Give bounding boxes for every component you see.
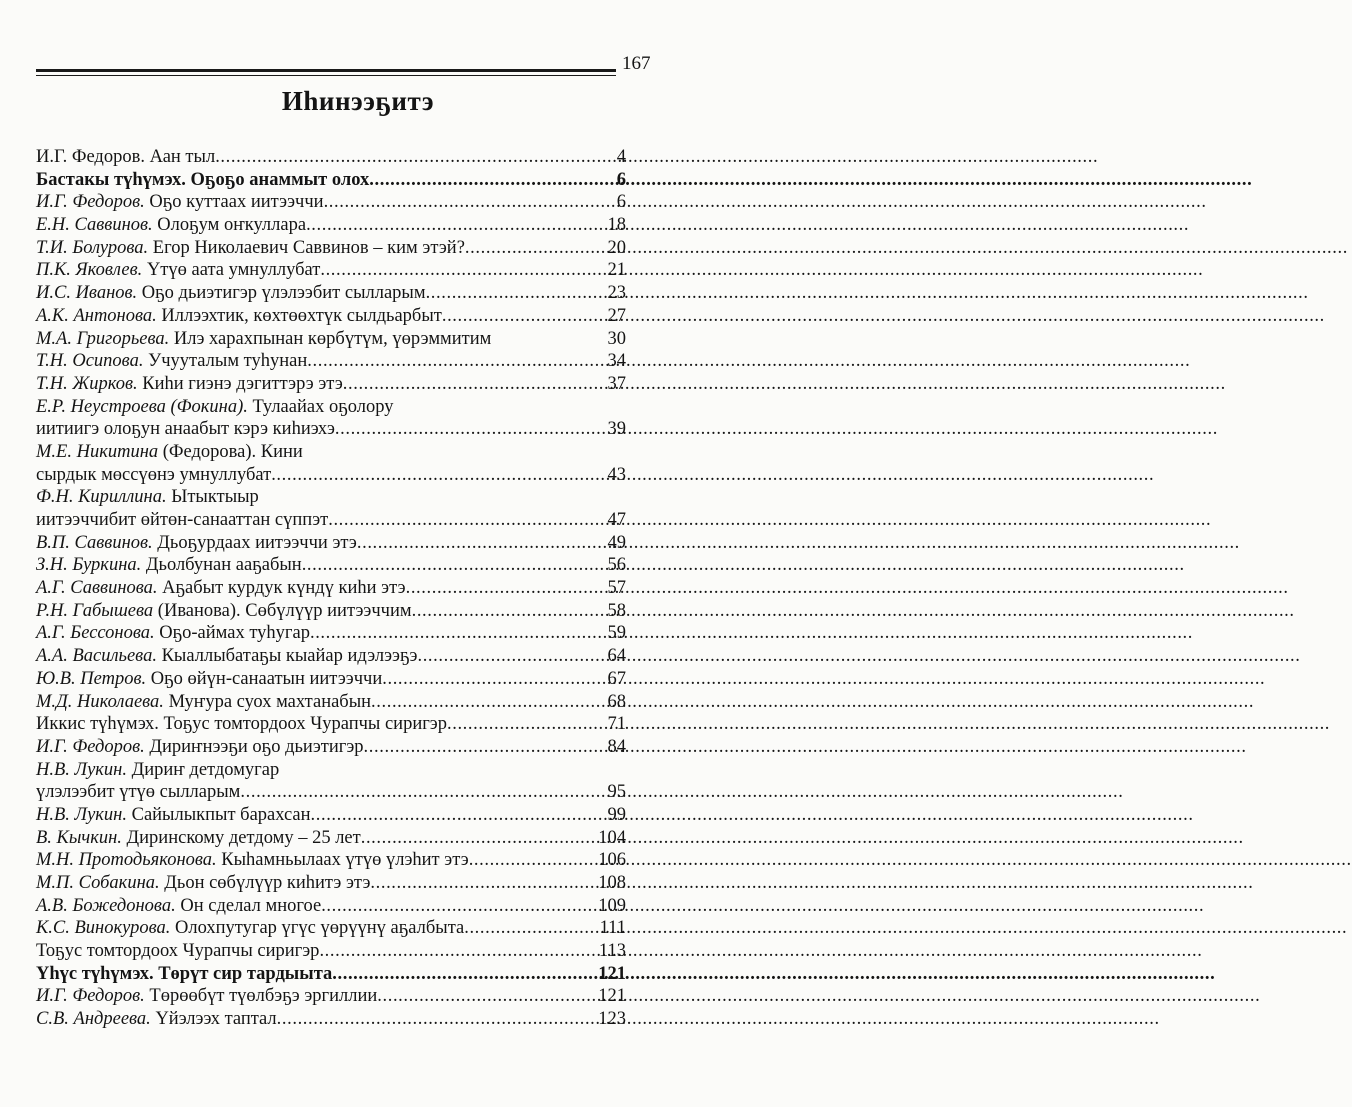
toc-entry-title: сырдык мөссүөнэ умнуллубат: [36, 464, 272, 485]
toc-leader-dots: [335, 418, 607, 441]
toc-entry-title: Олохпутугар үгүс үөрүүнү аҕалбыта: [170, 918, 465, 939]
toc-entry-text: [36, 237, 465, 260]
toc-entry: [36, 350, 626, 373]
table-of-contents: [36, 146, 626, 1031]
toc-entry-text: [36, 940, 319, 963]
toc-entry: [36, 577, 626, 600]
toc-leader-dots: [371, 691, 606, 714]
toc-entry-text: [36, 849, 469, 872]
toc-entry-title: Диринскому детдому – 25 лет: [121, 827, 361, 848]
toc-entry-text: [36, 645, 417, 668]
toc-entry-text: [36, 895, 321, 918]
toc-entry-page: 68: [607, 691, 626, 712]
toc-entry: [36, 396, 626, 419]
toc-entry-page: 43: [607, 464, 626, 485]
toc-entry: [36, 759, 626, 782]
toc-entry-title: Оҕо дьиэтигэр үлэлээбит сылларым: [137, 283, 426, 304]
toc-entry-text: [36, 305, 442, 328]
contents-heading: Иһинээҕитэ: [281, 86, 435, 116]
toc-entry-text: [36, 622, 310, 645]
toc-entry-page: 109: [598, 895, 626, 916]
toc-entry-text: [36, 282, 426, 305]
toc-entry-title: (Федорова). Кини: [158, 441, 303, 462]
toc-leader-dots: [277, 1008, 598, 1031]
toc-leader-dots: [447, 713, 607, 736]
toc-entry-title: Илэ харахпынан көрбүтүм, үөрэммитим: [169, 328, 492, 349]
toc-leader-dots: [332, 963, 597, 986]
toc-entry: [36, 441, 626, 464]
toc-entry-page: 99: [607, 804, 626, 825]
toc-entry: [36, 509, 626, 532]
toc-entry-title: (Иванова). Сөбүлүүр иитээччим: [153, 600, 412, 621]
toc-leader-dots: [324, 191, 616, 214]
toc-entry-author: П.К. Яковлев.: [36, 260, 143, 281]
toc-leader-dots: [306, 214, 606, 237]
header-rule-thick: [36, 69, 616, 72]
toc-entry-page: 58: [607, 600, 626, 621]
toc-entry: [36, 1008, 626, 1031]
toc-entry: [36, 691, 626, 714]
toc-entry-page: 123: [598, 1009, 626, 1030]
toc-entry-author: Т.Н. Жирков.: [36, 373, 138, 394]
toc-leader-dots: [271, 464, 606, 487]
toc-entry-page: 84: [607, 736, 626, 757]
toc-entry-page: 39: [607, 419, 626, 440]
toc-entry-text: [36, 577, 406, 600]
toc-leader-dots: [426, 282, 607, 305]
toc-entry: [36, 600, 626, 623]
toc-leader-dots: [321, 895, 597, 918]
toc-leader-dots: [240, 781, 606, 804]
header-rule-thin: [36, 75, 616, 76]
toc-entry: [36, 804, 626, 827]
toc-entry-page: 4: [616, 147, 626, 167]
toc-leader-dots: [357, 532, 607, 555]
toc-leader-dots: [469, 849, 598, 872]
toc-entry-author: М.Д. Николаева.: [36, 691, 164, 712]
toc-entry-author: З.Н. Буркина.: [36, 555, 142, 576]
toc-entry-author: Р.Н. Габышева: [36, 600, 154, 621]
toc-entry-page: 47: [607, 510, 626, 530]
toc-entry-title: И.Г. Федоров. Аан тыл: [36, 147, 216, 167]
toc-leader-dots: [320, 259, 606, 282]
toc-entry-author: А.В. Божедонова.: [36, 895, 176, 916]
toc-entry-page: 20: [607, 237, 626, 258]
toc-entry-title: Кыаллыбатаҕы кыайар идэлээҕэ: [156, 646, 418, 667]
toc-entry-text: [36, 691, 371, 714]
toc-entry-title: Аҕабыт курдук күндү киһи этэ: [157, 578, 406, 599]
toc-leader-dots: [307, 350, 606, 373]
toc-entry-author: Т.Н. Осипова.: [36, 351, 144, 372]
toc-entry-title: Бастакы түһүмэх. Оҕоҕо анаммыт олох: [36, 169, 370, 190]
toc-entry-title: Үтүө аата умнуллубат: [142, 260, 321, 281]
toc-entry-page: 21: [607, 260, 626, 281]
toc-entry-author: В. Кычкин.: [36, 827, 122, 848]
toc-leader-dots: [442, 305, 607, 328]
toc-entry-page: 111: [599, 918, 626, 939]
toc-entry-author: Н.В. Лукин.: [36, 804, 127, 825]
toc-entry-author: И.Г. Федоров.: [36, 986, 145, 1007]
toc-entry: [36, 237, 626, 260]
toc-leader-dots: [382, 668, 606, 691]
toc-leader-dots: [369, 169, 615, 192]
toc-entry-author: М.Н. Протодьяконова.: [36, 850, 217, 871]
toc-entry-title: Оҕо өйүн-санаатын иитээччи: [146, 668, 383, 689]
toc-entry-title: Төрөөбүт түөлбэҕэ эргиллии: [144, 986, 378, 1007]
toc-entry: [36, 282, 626, 305]
toc-entry-text: [36, 214, 306, 237]
toc-entry-page: 27: [607, 305, 626, 326]
toc-entry-text: [36, 781, 240, 804]
toc-entry-author: А.К. Антонова.: [36, 305, 157, 326]
toc-entry-page: 34: [607, 351, 626, 372]
toc-entry-title: Оҕо-аймах туһугар: [154, 623, 310, 644]
toc-entry: [36, 305, 626, 328]
toc-entry: [36, 191, 626, 214]
toc-entry-title: Ытыктыыр: [166, 487, 259, 508]
toc-entry: [36, 532, 626, 555]
toc-entry-page: 56: [607, 555, 626, 576]
toc-entry-text: [36, 396, 393, 419]
toc-leader-dots: [311, 804, 607, 827]
toc-entry-author: Н.В. Лукин.: [36, 759, 127, 780]
toc-entry-text: [36, 191, 324, 214]
toc-entry-title: Үйэлээх таптал: [150, 1009, 277, 1030]
toc-entry-author: А.А. Васильева.: [36, 646, 157, 667]
toc-entry-author: Е.Р. Неустроева (Фокина).: [36, 396, 248, 417]
toc-entry-author: В.П. Саввинов.: [36, 532, 153, 553]
toc-entry-page: 67: [607, 668, 626, 689]
toc-entry-author: С.В. Андреева.: [36, 1009, 151, 1030]
toc-entry-title: Он сделал многое: [175, 895, 322, 916]
toc-entry-page: 6: [616, 192, 626, 213]
toc-entry-author: А.Г. Бессонова.: [36, 623, 155, 644]
toc-entry-text: [36, 872, 370, 895]
toc-entry-author: А.Г. Саввинова.: [36, 578, 158, 599]
toc-entry-text: [36, 350, 307, 373]
toc-entry-page: 113: [598, 941, 626, 962]
toc-leader-dots: [377, 985, 597, 1008]
toc-entry-title: Сайылыкпыт барахсан: [126, 804, 311, 825]
toc-entry-text: [36, 1008, 277, 1031]
toc-entry-title: Тулаайах оҕолору: [247, 396, 394, 417]
toc-leader-dots: [343, 373, 607, 396]
toc-entry-author: К.С. Винокурова.: [36, 918, 171, 939]
toc-entry: [36, 328, 626, 351]
toc-leader-dots: [361, 827, 598, 850]
toc-entry-page: 37: [607, 373, 626, 394]
toc-entry: [36, 668, 626, 691]
toc-entry-text: [36, 713, 447, 736]
toc-entry-text: [36, 827, 361, 850]
toc-leader-dots: [406, 577, 607, 600]
toc-entry-text: [36, 169, 369, 192]
toc-entry-page: 30: [607, 328, 626, 349]
toc-entry-title: үлэлээбит үтүө сылларым: [36, 782, 241, 803]
toc-entry-title: Учууталым туһунан: [143, 351, 308, 372]
toc-entry-title: Дьоҕурдаах иитээччи этэ: [152, 532, 357, 553]
toc-entry-title: Иллээхтик, көхтөөхтүк сылдьарбыт: [156, 305, 442, 326]
toc-entry: [36, 940, 626, 963]
toc-entry: [36, 985, 626, 1008]
toc-entry-text: [36, 464, 271, 487]
toc-entry: [36, 486, 626, 509]
toc-entry-title: Оҕо куттаах иитээччи: [144, 192, 324, 213]
toc-entry-text: [36, 963, 332, 986]
toc-entry-text: [36, 532, 357, 555]
toc-entry: [36, 963, 626, 986]
toc-entry-page: 59: [607, 623, 626, 644]
toc-entry: [36, 214, 626, 237]
toc-entry: [36, 645, 626, 668]
toc-entry-author: Е.Н. Саввинов.: [36, 215, 153, 236]
toc-entry: [36, 872, 626, 895]
toc-entry-title: Дириҥнээҕи оҕо дьиэтигэр: [144, 736, 364, 757]
toc-entry-text: [36, 600, 412, 623]
toc-entry: [36, 464, 626, 487]
toc-leader-dots: [417, 645, 606, 668]
toc-entry: [36, 418, 626, 441]
toc-entry-author: И.Г. Федоров.: [36, 192, 145, 213]
toc-entry-page: 57: [607, 578, 626, 599]
toc-entry-text: [36, 373, 343, 396]
toc-entry-text: [36, 486, 259, 509]
toc-leader-dots: [370, 872, 597, 895]
toc-entry-text: [36, 259, 320, 282]
toc-entry-page: 121: [598, 986, 626, 1007]
toc-leader-dots: [310, 622, 607, 645]
toc-entry: [36, 917, 626, 940]
toc-entry: [36, 781, 626, 804]
toc-entry-author: М.Е. Никитина: [36, 441, 159, 462]
toc-leader-dots: [465, 237, 607, 260]
toc-entry-page: 104: [598, 827, 626, 848]
toc-entry: [36, 849, 626, 872]
toc-entry-text: [36, 441, 303, 464]
toc-entry-page: 23: [607, 283, 626, 304]
toc-entry-text: [36, 146, 215, 169]
toc-entry-author: М.А. Григорьева.: [36, 328, 170, 349]
toc-entry-page: 64: [607, 646, 626, 667]
toc-entry: [36, 622, 626, 645]
toc-leader-dots: [328, 509, 606, 532]
toc-entry-text: [36, 668, 382, 691]
toc-entry-title: Егор Николаевич Саввинов – ким этэй?: [148, 237, 465, 258]
toc-entry-text: [36, 985, 377, 1008]
toc-entry: [36, 736, 626, 759]
toc-entry-title: Киһи гиэнэ дэгиттэрэ этэ: [137, 373, 343, 394]
toc-entry: [36, 713, 626, 736]
toc-entry-author: Т.И. Болурова.: [36, 237, 149, 258]
toc-leader-dots: [464, 917, 598, 940]
toc-entry-text: [36, 736, 364, 759]
toc-entry-title: иитиигэ олоҕун анаабыт кэрэ киһиэхэ: [36, 419, 335, 440]
toc-entry-title: Муҥура суох махтанабын: [163, 691, 372, 712]
toc-entry-title: Тоҕус томтордоох Чурапчы сиригэр: [36, 941, 320, 962]
toc-entry: [36, 554, 626, 577]
toc-entry-author: Ф.Н. Кириллина.: [36, 487, 167, 508]
toc-entry-author: М.П. Собакина.: [36, 873, 160, 893]
toc-entry: [36, 146, 626, 169]
toc-entry-title: иитээччибит өйтөн-санааттан сүппэт: [36, 510, 329, 530]
toc-leader-dots: [215, 146, 616, 169]
toc-entry-page: 71: [607, 714, 626, 735]
toc-entry-page: 49: [607, 532, 626, 553]
toc-entry-page: 106: [598, 850, 626, 871]
page-number: 167: [622, 53, 651, 74]
toc-entry: [36, 895, 626, 918]
toc-entry-title: Кыһамньылаах үтүө үлэһит этэ: [216, 850, 469, 871]
toc-entry-author: И.Г. Федоров.: [36, 736, 145, 757]
toc-entry-text: [36, 418, 335, 441]
toc-leader-dots: [364, 736, 607, 759]
toc-leader-dots: [319, 940, 597, 963]
toc-entry-text: [36, 554, 302, 577]
toc-entry-title: Үһүс түһүмэх. Төрүт сир тардыыта: [36, 963, 333, 984]
toc-entry-page: 95: [607, 782, 626, 803]
toc-entry: [36, 169, 626, 192]
toc-entry-text: [36, 759, 279, 782]
toc-entry-title: Дьолбунан ааҕабын: [141, 555, 302, 576]
toc-entry-page: 6: [616, 169, 626, 190]
toc-entry-author: Ю.В. Петров.: [36, 668, 147, 689]
toc-entry-title: Дьон сөбүлүүр киһитэ этэ: [159, 873, 371, 893]
toc-entry-text: [36, 804, 311, 827]
toc-entry: [36, 827, 626, 850]
toc-entry-text: [36, 509, 328, 532]
toc-entry-text: [36, 328, 491, 351]
toc-entry-page: 18: [607, 215, 626, 236]
toc-entry-title: Дириҥ детдомугар: [126, 759, 280, 780]
toc-leader-dots: [412, 600, 607, 623]
toc-entry-page: 121: [598, 963, 626, 984]
toc-entry: [36, 259, 626, 282]
toc-entry: [36, 373, 626, 396]
toc-entry-text: [36, 917, 464, 940]
toc-entry-author: И.С. Иванов.: [36, 283, 138, 304]
toc-entry-title: Олоҕум оҥкуллара: [152, 215, 307, 236]
toc-entry-title: Иккис түһүмэх. Тоҕус томтордоох Чурапчы сиригэр: [36, 714, 447, 735]
toc-leader-dots: [302, 554, 607, 577]
toc-entry-page: 108: [598, 873, 626, 893]
